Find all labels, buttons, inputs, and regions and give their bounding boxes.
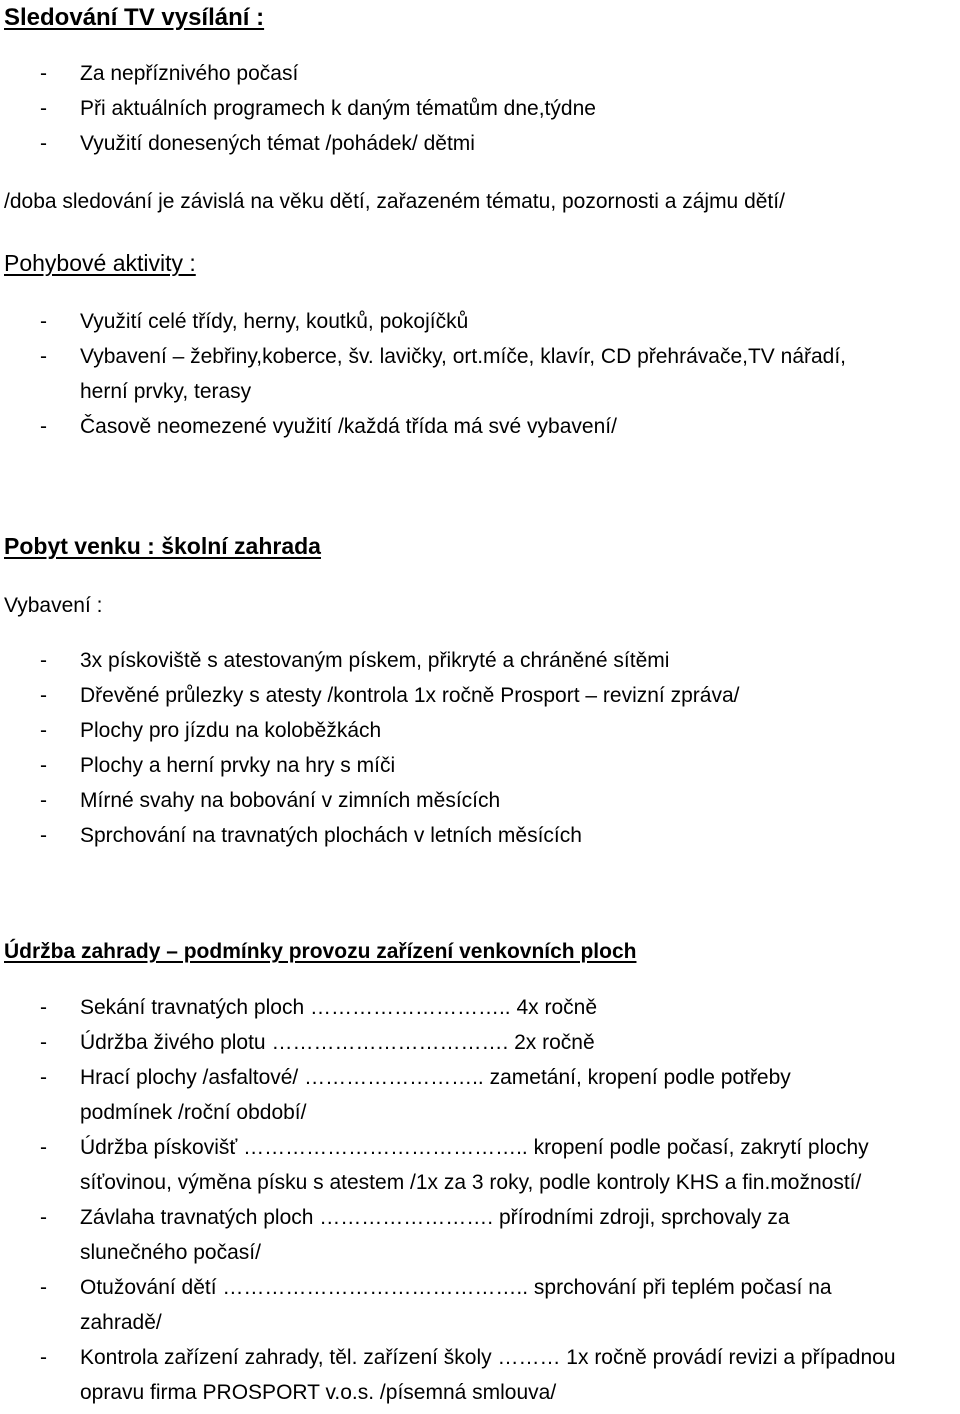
- heading-tv: Sledování TV vysílání :: [4, 4, 265, 31]
- list-item-text: Sekání travnatých ploch ……………………….. 4x ročně: [80, 996, 598, 1019]
- list-item-continuation: slunečného počasí/: [80, 1241, 261, 1264]
- dash-bullet: -: [40, 310, 47, 333]
- list-item-continuation: zahradě/: [80, 1311, 162, 1334]
- heading-outdoor: Pobyt venku : školní zahrada: [4, 533, 321, 559]
- dash-bullet: -: [40, 754, 47, 777]
- list-item: [0, 678, 960, 713]
- list-item: [0, 1340, 960, 1410]
- list-item-continuation: síťovinou, výměna písku s atestem /1x za 3 roky, podle kontroly KHS a fin.možností/: [80, 1171, 862, 1194]
- dash-bullet: -: [40, 1031, 47, 1054]
- list-item-text: 3x pískoviště s atestovaným pískem, přikryté a chráněné sítěmi: [80, 649, 670, 672]
- list-item: [0, 1060, 960, 1130]
- dash-bullet: -: [40, 345, 47, 368]
- list-item: [0, 713, 960, 748]
- list-item-text: Časově neomezené využití /každá třída má své vybavení/: [80, 415, 617, 438]
- list-tv: [0, 56, 960, 161]
- list-item-text: Údržba živého plotu ……………………………. 2x ročně: [80, 1031, 595, 1054]
- dash-bullet: -: [40, 1136, 47, 1159]
- list-item: [0, 990, 960, 1025]
- list-item-text: Využití celé třídy, herny, koutků, pokojíčků: [80, 310, 469, 333]
- list-item: [0, 643, 960, 678]
- dash-bullet: -: [40, 97, 47, 120]
- list-item-text: Otužování dětí …………………………………….. sprchování při teplém počasí na: [80, 1276, 832, 1299]
- list-maintenance: [0, 990, 960, 1410]
- dash-bullet: -: [40, 415, 47, 438]
- list-item-text: Plochy pro jízdu na koloběžkách: [80, 719, 382, 742]
- list-item-text: Hrací plochy /asfaltové/ …………………….. zametání, kropení podle potřeby: [80, 1066, 791, 1089]
- equipment-label: Vybavení :: [4, 594, 103, 617]
- dash-bullet: -: [40, 824, 47, 847]
- list-outdoor: [0, 643, 960, 853]
- list-item-text: Využití donesených témat /pohádek/ dětmi: [80, 132, 475, 155]
- dash-bullet: -: [40, 1066, 47, 1089]
- list-item-text: Při aktuálních programech k daným tématům dne,týdne: [80, 97, 596, 120]
- list-item: [0, 1200, 960, 1270]
- list-item: [0, 126, 960, 161]
- list-item: [0, 1025, 960, 1060]
- dash-bullet: -: [40, 1206, 47, 1229]
- heading-activity: Pohybové aktivity :: [4, 250, 196, 276]
- list-item-text: Vybavení – žebřiny,koberce, šv. lavičky, ort.míče, klavír, CD přehrávače,TV nářadí,: [80, 345, 847, 368]
- list-item: [0, 818, 960, 853]
- dash-bullet: -: [40, 684, 47, 707]
- list-item-continuation: podmínek /roční období/: [80, 1101, 307, 1124]
- heading-maintenance: Údržba zahrady – podmínky provozu zařízení venkovních ploch: [4, 940, 637, 963]
- dash-bullet: -: [40, 719, 47, 742]
- list-item-text: Mírné svahy na bobování v zimních měsících: [80, 789, 501, 812]
- dash-bullet: -: [40, 996, 47, 1019]
- list-item-text: Kontrola zařízení zahrady, těl. zařízení školy ……… 1x ročně provádí revizi a případnou: [80, 1346, 896, 1369]
- list-item-text: Údržba pískovišť ………………………………….. kropení podle počasí, zakrytí plochy: [80, 1136, 869, 1159]
- list-item-continuation: herní prvky, terasy: [80, 380, 252, 403]
- dash-bullet: -: [40, 1346, 47, 1369]
- dash-bullet: -: [40, 789, 47, 812]
- list-activity: [0, 304, 960, 444]
- dash-bullet: -: [40, 62, 47, 85]
- list-item-text: Závlaha travnatých ploch ……………………. přírodními zdroji, sprchovaly za: [80, 1206, 790, 1229]
- dash-bullet: -: [40, 1276, 47, 1299]
- list-item: [0, 1270, 960, 1340]
- list-item: [0, 304, 960, 339]
- list-item: [0, 748, 960, 783]
- list-item: [0, 339, 960, 409]
- list-item: [0, 783, 960, 818]
- list-item: [0, 91, 960, 126]
- tv-note: /doba sledování je závislá na věku dětí, zařazeném tématu, pozornosti a zájmu dětí/: [4, 190, 785, 213]
- list-item-text: Sprchování na travnatých plochách v letních měsících: [80, 824, 582, 847]
- dash-bullet: -: [40, 649, 47, 672]
- list-item-text: Dřevěné průlezky s atesty /kontrola 1x ročně Prosport – revizní zpráva/: [80, 684, 740, 707]
- list-item-text: Plochy a herní prvky na hry s míči: [80, 754, 396, 777]
- dash-bullet: -: [40, 132, 47, 155]
- list-item-continuation: opravu firma PROSPORT v.o.s. /písemná smlouva/: [80, 1381, 557, 1404]
- list-item: [0, 1130, 960, 1200]
- list-item: [0, 56, 960, 91]
- list-item: [0, 409, 960, 444]
- list-item-text: Za nepříznivého počasí: [80, 62, 299, 85]
